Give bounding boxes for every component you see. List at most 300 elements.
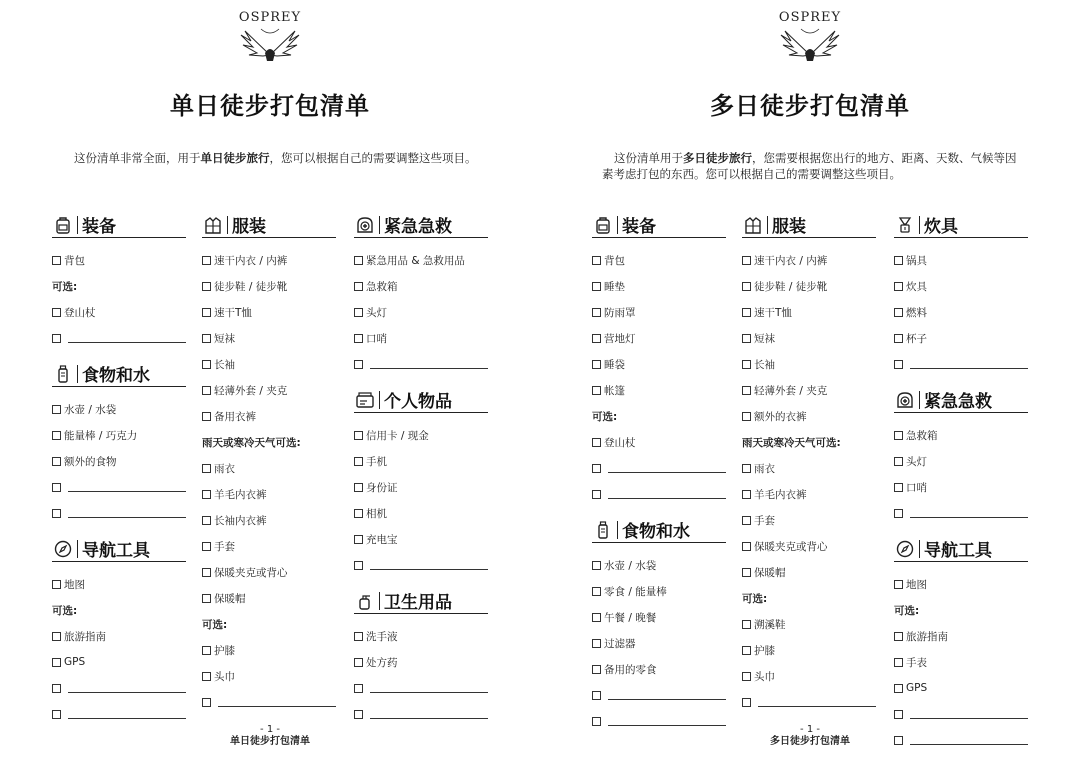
item-label: 杯子 — [906, 332, 927, 345]
section-header — [202, 212, 336, 238]
checklist-item[interactable] — [354, 448, 488, 474]
checklist-item[interactable] — [354, 247, 488, 273]
checklist-item[interactable] — [742, 325, 876, 351]
checkbox[interactable] — [202, 256, 211, 265]
checklist-item[interactable] — [354, 422, 488, 448]
section-title: 服装 — [232, 217, 266, 237]
checklist-item[interactable] — [592, 273, 726, 299]
checkbox[interactable] — [894, 509, 903, 518]
checklist-item[interactable] — [52, 396, 186, 422]
checklist-section — [52, 536, 186, 727]
checkbox[interactable] — [894, 334, 903, 343]
checkbox[interactable] — [592, 464, 601, 473]
checkbox[interactable] — [354, 360, 363, 369]
checkbox[interactable] — [592, 665, 601, 674]
water-bottle-icon — [592, 519, 614, 541]
checkbox[interactable] — [354, 561, 363, 570]
checklist-item[interactable] — [894, 649, 1028, 675]
section-header — [354, 588, 488, 614]
checkbox[interactable] — [894, 256, 903, 265]
checklist-item[interactable] — [354, 325, 488, 351]
checkbox[interactable] — [202, 490, 211, 499]
checkbox[interactable] — [742, 282, 751, 291]
checkbox[interactable] — [52, 256, 61, 265]
checklist-item[interactable] — [592, 377, 726, 403]
checklist-item[interactable] — [354, 273, 488, 299]
checklist-item[interactable] — [354, 474, 488, 500]
header-divider — [227, 216, 228, 234]
item-label: 手套 — [214, 540, 235, 553]
checkbox[interactable] — [52, 431, 61, 440]
page-footer — [540, 724, 1080, 748]
checkbox[interactable] — [354, 658, 363, 667]
write-in-line[interactable] — [68, 342, 186, 343]
checkbox[interactable] — [202, 360, 211, 369]
checklist-item[interactable] — [354, 649, 488, 675]
checkbox[interactable] — [592, 691, 601, 700]
checkbox[interactable] — [202, 412, 211, 421]
optional-label: 可选: — [742, 592, 768, 605]
checkbox[interactable] — [742, 360, 751, 369]
checkbox[interactable] — [742, 516, 751, 525]
section-title: 食物和水 — [82, 366, 150, 386]
item-label: 头巾 — [214, 670, 235, 683]
optional-label: 可选: — [894, 604, 920, 617]
checklist-item[interactable] — [742, 559, 876, 585]
soap-bottle-icon — [354, 590, 376, 612]
intro-pre: 这份清单用于 — [614, 151, 683, 165]
section-title: 炊具 — [924, 217, 958, 237]
blank-checklist-item[interactable] — [354, 351, 488, 377]
checklist-item[interactable] — [894, 623, 1028, 649]
checklist-section — [592, 212, 726, 507]
item-label: 羊毛内衣裤 — [754, 488, 807, 501]
checkbox[interactable] — [354, 334, 363, 343]
item-label: 雨衣 — [754, 462, 775, 475]
checkbox[interactable] — [354, 282, 363, 291]
checkbox[interactable] — [742, 256, 751, 265]
checkbox[interactable] — [742, 672, 751, 681]
item-label: 洗手液 — [366, 630, 398, 643]
first-aid-icon — [354, 214, 376, 236]
item-label: 燃料 — [906, 306, 927, 319]
checklist-item[interactable] — [592, 656, 726, 682]
blank-checklist-item[interactable] — [52, 675, 186, 701]
checklist-item[interactable] — [52, 299, 186, 325]
checkbox[interactable] — [592, 334, 601, 343]
write-in-line[interactable] — [370, 368, 488, 369]
checklist-section — [354, 588, 488, 727]
checkbox[interactable] — [592, 561, 601, 570]
intro-post: ，您可以根据自己的需要调整这些项目。 — [269, 151, 477, 165]
item-label: 营地灯 — [604, 332, 636, 345]
item-label: 背包 — [604, 254, 625, 267]
write-in-line[interactable] — [608, 498, 726, 499]
checkbox[interactable] — [354, 483, 363, 492]
checklist-item[interactable] — [202, 273, 336, 299]
checkbox[interactable] — [592, 438, 601, 447]
backpack-icon — [52, 214, 74, 236]
section-title: 服装 — [772, 217, 806, 237]
header-divider — [77, 540, 78, 558]
section-title: 卫生用品 — [384, 593, 452, 613]
checkbox[interactable] — [592, 490, 601, 499]
logo-text: OSPREY — [238, 10, 302, 25]
checklist-item[interactable] — [894, 675, 1028, 701]
section-header — [742, 212, 876, 238]
checkbox[interactable] — [354, 509, 363, 518]
checklist-section — [52, 361, 186, 526]
checklist-item[interactable] — [592, 351, 726, 377]
checkbox[interactable] — [52, 457, 61, 466]
item-label: 相机 — [366, 507, 387, 520]
item-label: 长袖 — [754, 358, 775, 371]
checkbox[interactable] — [354, 431, 363, 440]
item-label: 炊具 — [906, 280, 927, 293]
checkbox[interactable] — [742, 464, 751, 473]
optional-label: 可选: — [52, 604, 78, 617]
page-footer — [0, 724, 540, 748]
footer-title: 单日徒步打包清单 — [230, 736, 310, 747]
section-title: 紧急急救 — [384, 217, 452, 237]
section-header — [592, 517, 726, 543]
blank-checklist-item[interactable] — [742, 689, 876, 715]
blank-checklist-item[interactable] — [592, 682, 726, 708]
checkbox[interactable] — [354, 308, 363, 317]
checkbox[interactable] — [742, 568, 751, 577]
item-label: 信用卡 / 现金 — [366, 429, 429, 442]
checklist-item[interactable] — [592, 578, 726, 604]
checklist-item[interactable] — [742, 507, 876, 533]
checklist-section — [354, 387, 488, 578]
item-label: 短袜 — [754, 332, 775, 345]
checkbox[interactable] — [742, 698, 751, 707]
checklist-item[interactable] — [742, 533, 876, 559]
blank-checklist-item[interactable] — [592, 455, 726, 481]
multi-day-hike-page — [540, 0, 1080, 762]
checkbox[interactable] — [592, 386, 601, 395]
checkbox[interactable] — [894, 580, 903, 589]
checklist-item[interactable] — [894, 273, 1028, 299]
checkbox[interactable] — [742, 542, 751, 551]
checkbox[interactable] — [592, 256, 601, 265]
checkbox[interactable] — [52, 483, 61, 492]
checkbox[interactable] — [894, 710, 903, 719]
checkbox[interactable] — [52, 710, 61, 719]
item-label: 护膝 — [754, 644, 775, 657]
item-label: 锅具 — [906, 254, 927, 267]
write-in-line[interactable] — [68, 517, 186, 518]
write-in-line[interactable] — [608, 472, 726, 473]
checkbox[interactable] — [742, 386, 751, 395]
blank-checklist-item[interactable] — [202, 689, 336, 715]
checklist-item[interactable] — [202, 325, 336, 351]
checklist-column — [742, 212, 876, 725]
blank-checklist-item[interactable] — [52, 325, 186, 351]
checklist-item[interactable] — [354, 623, 488, 649]
checklist-item[interactable] — [202, 351, 336, 377]
item-label: 保暖帽 — [754, 566, 786, 579]
checkbox[interactable] — [354, 684, 363, 693]
checklist-item[interactable] — [894, 325, 1028, 351]
write-in-line[interactable] — [910, 517, 1028, 518]
checkbox[interactable] — [894, 684, 903, 693]
checklist-item[interactable] — [202, 403, 336, 429]
checklist-item[interactable] — [742, 663, 876, 689]
checkbox[interactable] — [592, 613, 601, 622]
checkbox[interactable] — [354, 256, 363, 265]
jacket-icon — [742, 214, 764, 236]
checklist-item[interactable] — [894, 448, 1028, 474]
checklist-item[interactable] — [202, 507, 336, 533]
item-label: 过滤器 — [604, 637, 636, 650]
checkbox[interactable] — [202, 308, 211, 317]
checklist-item[interactable] — [742, 351, 876, 377]
checkbox[interactable] — [202, 594, 211, 603]
optional-label: 雨天或寒冷天气可选: — [202, 436, 301, 449]
checklist-item[interactable] — [742, 481, 876, 507]
section-header — [52, 212, 186, 238]
header-divider — [767, 216, 768, 234]
item-label: 保暖夹克或背心 — [214, 566, 288, 579]
section-header — [52, 536, 186, 562]
item-label: 备用衣裤 — [214, 410, 256, 423]
first-aid-icon — [894, 389, 916, 411]
checkbox[interactable] — [742, 620, 751, 629]
item-label: 背包 — [64, 254, 85, 267]
checkbox[interactable] — [52, 632, 61, 641]
water-bottle-icon — [52, 363, 74, 385]
header-divider — [617, 521, 618, 539]
checkbox[interactable] — [592, 587, 601, 596]
checkbox[interactable] — [894, 632, 903, 641]
intro-text — [62, 150, 478, 166]
checklist-item[interactable] — [592, 630, 726, 656]
checklist-item[interactable] — [202, 481, 336, 507]
item-label: 急救箱 — [366, 280, 398, 293]
checklist-item[interactable] — [202, 247, 336, 273]
checkbox[interactable] — [742, 412, 751, 421]
checklist-item[interactable] — [742, 377, 876, 403]
checklist-item[interactable] — [742, 247, 876, 273]
checklist-item[interactable] — [742, 455, 876, 481]
item-label: 速干T恤 — [754, 306, 792, 319]
checklist-item[interactable] — [52, 649, 186, 675]
checkbox[interactable] — [52, 580, 61, 589]
optional-label: 可选: — [202, 618, 228, 631]
checkbox[interactable] — [894, 483, 903, 492]
write-in-line[interactable] — [370, 569, 488, 570]
header-divider — [379, 592, 380, 610]
checklist-item[interactable] — [592, 429, 726, 455]
checkbox[interactable] — [592, 282, 601, 291]
write-in-line[interactable] — [218, 706, 336, 707]
checkbox[interactable] — [202, 542, 211, 551]
checkbox[interactable] — [202, 698, 211, 707]
checklist-item[interactable] — [52, 623, 186, 649]
checklist-item[interactable] — [894, 299, 1028, 325]
checklist-item[interactable] — [202, 585, 336, 611]
checklist-item[interactable] — [742, 403, 876, 429]
intro-pre: 这份清单非常全面，用于 — [74, 151, 201, 165]
checkbox[interactable] — [52, 658, 61, 667]
checkbox[interactable] — [202, 282, 211, 291]
section-title: 装备 — [82, 217, 116, 237]
checklist-item[interactable] — [354, 526, 488, 552]
item-label: 徒步鞋 / 徒步靴 — [214, 280, 288, 293]
item-label: 地图 — [906, 578, 927, 591]
section-header — [592, 212, 726, 238]
checklist-item[interactable] — [894, 571, 1028, 597]
item-label: 速干T恤 — [214, 306, 252, 319]
write-in-line[interactable] — [910, 718, 1028, 719]
checklist-item[interactable] — [742, 299, 876, 325]
item-label: 紧急用品 & 急救用品 — [366, 254, 465, 267]
checklist-item[interactable] — [202, 637, 336, 663]
item-label: 处方药 — [366, 656, 398, 669]
blank-checklist-item[interactable] — [592, 481, 726, 507]
item-label: 额外的衣裤 — [754, 410, 807, 423]
blank-checklist-item[interactable] — [52, 500, 186, 526]
checkbox[interactable] — [354, 632, 363, 641]
blank-checklist-item[interactable] — [52, 474, 186, 500]
checklist-item[interactable] — [592, 299, 726, 325]
osprey-logo — [230, 10, 310, 70]
checkbox[interactable] — [894, 282, 903, 291]
write-in-line[interactable] — [910, 368, 1028, 369]
write-in-line[interactable] — [68, 692, 186, 693]
checklist-item[interactable] — [354, 500, 488, 526]
intro-bold: 多日徒步旅行 — [683, 151, 752, 165]
header-divider — [919, 216, 920, 234]
checklist-section — [894, 536, 1028, 753]
checklist-item[interactable] — [202, 663, 336, 689]
checklist-item[interactable] — [52, 571, 186, 597]
section-title: 个人物品 — [384, 392, 452, 412]
checklist-column — [202, 212, 336, 725]
write-in-line[interactable] — [608, 699, 726, 700]
checkbox[interactable] — [52, 684, 61, 693]
checkbox[interactable] — [742, 334, 751, 343]
checklist-section — [354, 212, 488, 377]
checklist-item[interactable] — [592, 604, 726, 630]
write-in-line[interactable] — [370, 692, 488, 693]
checkbox[interactable] — [742, 308, 751, 317]
checklist-item[interactable] — [52, 247, 186, 273]
checkbox[interactable] — [894, 308, 903, 317]
item-label: GPS — [64, 656, 86, 668]
page-title: 单日徒步打包清单 — [170, 92, 370, 120]
checkbox[interactable] — [742, 490, 751, 499]
checkbox[interactable] — [52, 308, 61, 317]
page-number: - 1 - — [800, 724, 820, 735]
checkbox[interactable] — [592, 639, 601, 648]
checkbox[interactable] — [742, 646, 751, 655]
checkbox[interactable] — [894, 658, 903, 667]
backpack-icon — [592, 214, 614, 236]
item-label: 短袜 — [214, 332, 235, 345]
checklist-item[interactable] — [52, 422, 186, 448]
checklist-item[interactable] — [894, 422, 1028, 448]
page-number: - 1 - — [260, 724, 280, 735]
checkbox[interactable] — [202, 386, 211, 395]
checklist-item[interactable] — [742, 273, 876, 299]
checklist-item[interactable] — [742, 637, 876, 663]
checkbox[interactable] — [354, 457, 363, 466]
write-in-line[interactable] — [68, 491, 186, 492]
checkbox[interactable] — [202, 646, 211, 655]
blank-checklist-item[interactable] — [354, 675, 488, 701]
section-header — [354, 212, 488, 238]
write-in-line[interactable] — [370, 718, 488, 719]
checklist-column — [894, 212, 1028, 762]
item-label: 头灯 — [906, 455, 927, 468]
checkbox[interactable] — [52, 509, 61, 518]
checklist-item[interactable] — [52, 448, 186, 474]
checklist-item[interactable] — [592, 247, 726, 273]
checkbox[interactable] — [202, 516, 211, 525]
cooking-pot-icon — [894, 214, 916, 236]
checklist-item[interactable] — [202, 559, 336, 585]
header-divider — [77, 365, 78, 383]
checklist-item[interactable] — [894, 474, 1028, 500]
checklist-item[interactable] — [742, 611, 876, 637]
checkbox[interactable] — [202, 334, 211, 343]
section-title: 导航工具 — [82, 541, 150, 561]
item-label: 水壶 / 水袋 — [64, 403, 117, 416]
compass-icon — [52, 538, 74, 560]
item-label: 登山杖 — [604, 436, 636, 449]
checkbox[interactable] — [202, 568, 211, 577]
checkbox[interactable] — [354, 710, 363, 719]
item-label: 轻薄外套 / 夹克 — [754, 384, 828, 397]
checklist-item[interactable] — [592, 325, 726, 351]
blank-checklist-item[interactable] — [894, 351, 1028, 377]
checklist-item[interactable] — [592, 552, 726, 578]
checkbox[interactable] — [354, 535, 363, 544]
item-label: 备用的零食 — [604, 663, 657, 676]
checklist-item[interactable] — [202, 377, 336, 403]
checklist-item[interactable] — [202, 533, 336, 559]
write-in-line[interactable] — [758, 706, 876, 707]
checkbox[interactable] — [894, 457, 903, 466]
item-label: 能量棒 / 巧克力 — [64, 429, 138, 442]
write-in-line[interactable] — [68, 718, 186, 719]
item-label: 头灯 — [366, 306, 387, 319]
checkbox[interactable] — [52, 405, 61, 414]
section-title: 紧急急救 — [924, 392, 992, 412]
item-label: 保暖帽 — [214, 592, 246, 605]
checklist-item[interactable] — [354, 299, 488, 325]
item-label: 急救箱 — [906, 429, 938, 442]
checkbox[interactable] — [52, 334, 61, 343]
wallet-icon — [354, 389, 376, 411]
checkbox[interactable] — [592, 360, 601, 369]
checklist-item[interactable] — [202, 455, 336, 481]
checkbox[interactable] — [592, 308, 601, 317]
intro-post: ，您需要根据您出行的地方、距离、天数、气候等因素考虑打包的东西。您可以根据自己的需要调整这些项目。 — [602, 151, 1017, 181]
checkbox[interactable] — [894, 431, 903, 440]
optional-label: 雨天或寒冷天气可选: — [742, 436, 841, 449]
checkbox[interactable] — [202, 672, 211, 681]
checkbox[interactable] — [202, 464, 211, 473]
blank-checklist-item[interactable] — [354, 552, 488, 578]
blank-checklist-item[interactable] — [894, 500, 1028, 526]
checkbox[interactable] — [894, 360, 903, 369]
checklist-item[interactable] — [894, 247, 1028, 273]
header-divider — [919, 540, 920, 558]
checklist-item[interactable] — [202, 299, 336, 325]
